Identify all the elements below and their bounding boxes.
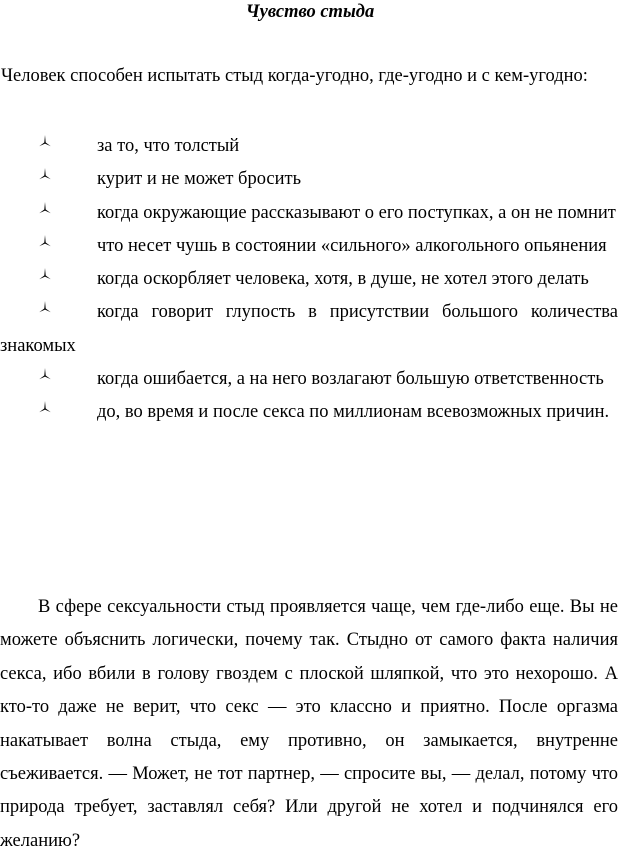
page-title: Чувство стыда bbox=[245, 2, 375, 22]
three-pointed-star-icon bbox=[38, 134, 52, 148]
list-item-text: до, во время и после секса по миллионам всевозможных причин. bbox=[97, 402, 610, 423]
three-pointed-star-icon bbox=[38, 400, 52, 414]
list-item-text: когда оскорбляет человека, хотя, в душе, не хотел этого делать bbox=[97, 269, 589, 290]
list-item bbox=[0, 363, 618, 396]
list-item bbox=[0, 396, 618, 429]
list-item-text: за то, что толстый bbox=[97, 136, 240, 156]
list-item bbox=[0, 230, 618, 263]
list-item-text: курит и не может бросить bbox=[97, 169, 302, 190]
intro-text: Человек способен испытать стыд когда-угодно, где-угодно и с кем-угодно: bbox=[1, 66, 588, 86]
list-item-text: когда говорит глупость в присутствии большого количества знакомых bbox=[0, 302, 618, 356]
body-paragraph: В сфере сексуальности стыд проявляется чаще, чем где-либо еще. Вы не можете объяснить логически, почему так. Стыдно от самого факта наличия секса, ибо вбили в голову гвоздем с плоской шляпкой, что это нехорошо. А кто-то даже не верит, что секс — это классно и приятно. После оргазма накатывает волна стыда, ему противно, он замыкается, внутренне съеживается. — Может, не тот партнер, — спросите вы, — делал, потому что природа требует, заставлял себя? Или другой не хотел и подчинялся его желанию? bbox=[0, 597, 618, 851]
list-item-text: когда ошибается, а на него возлагают большую ответственность bbox=[97, 369, 604, 390]
three-pointed-star-icon bbox=[38, 367, 52, 381]
list-item bbox=[0, 197, 618, 230]
three-pointed-star-icon bbox=[38, 167, 52, 181]
list-item bbox=[0, 263, 618, 296]
three-pointed-star-icon bbox=[38, 267, 52, 281]
list-item bbox=[0, 163, 618, 196]
three-pointed-star-icon bbox=[38, 234, 52, 248]
list-item bbox=[0, 296, 618, 363]
list-item bbox=[0, 130, 618, 163]
list-item-text: когда окружающие рассказывают о его поступках, а он не помнит bbox=[97, 202, 616, 223]
three-pointed-star-icon bbox=[38, 201, 52, 215]
reasons-list bbox=[0, 130, 618, 430]
three-pointed-star-icon bbox=[38, 300, 52, 314]
list-item-text: что несет чушь в состоянии «сильного» алкогольного опьянения bbox=[97, 235, 607, 256]
